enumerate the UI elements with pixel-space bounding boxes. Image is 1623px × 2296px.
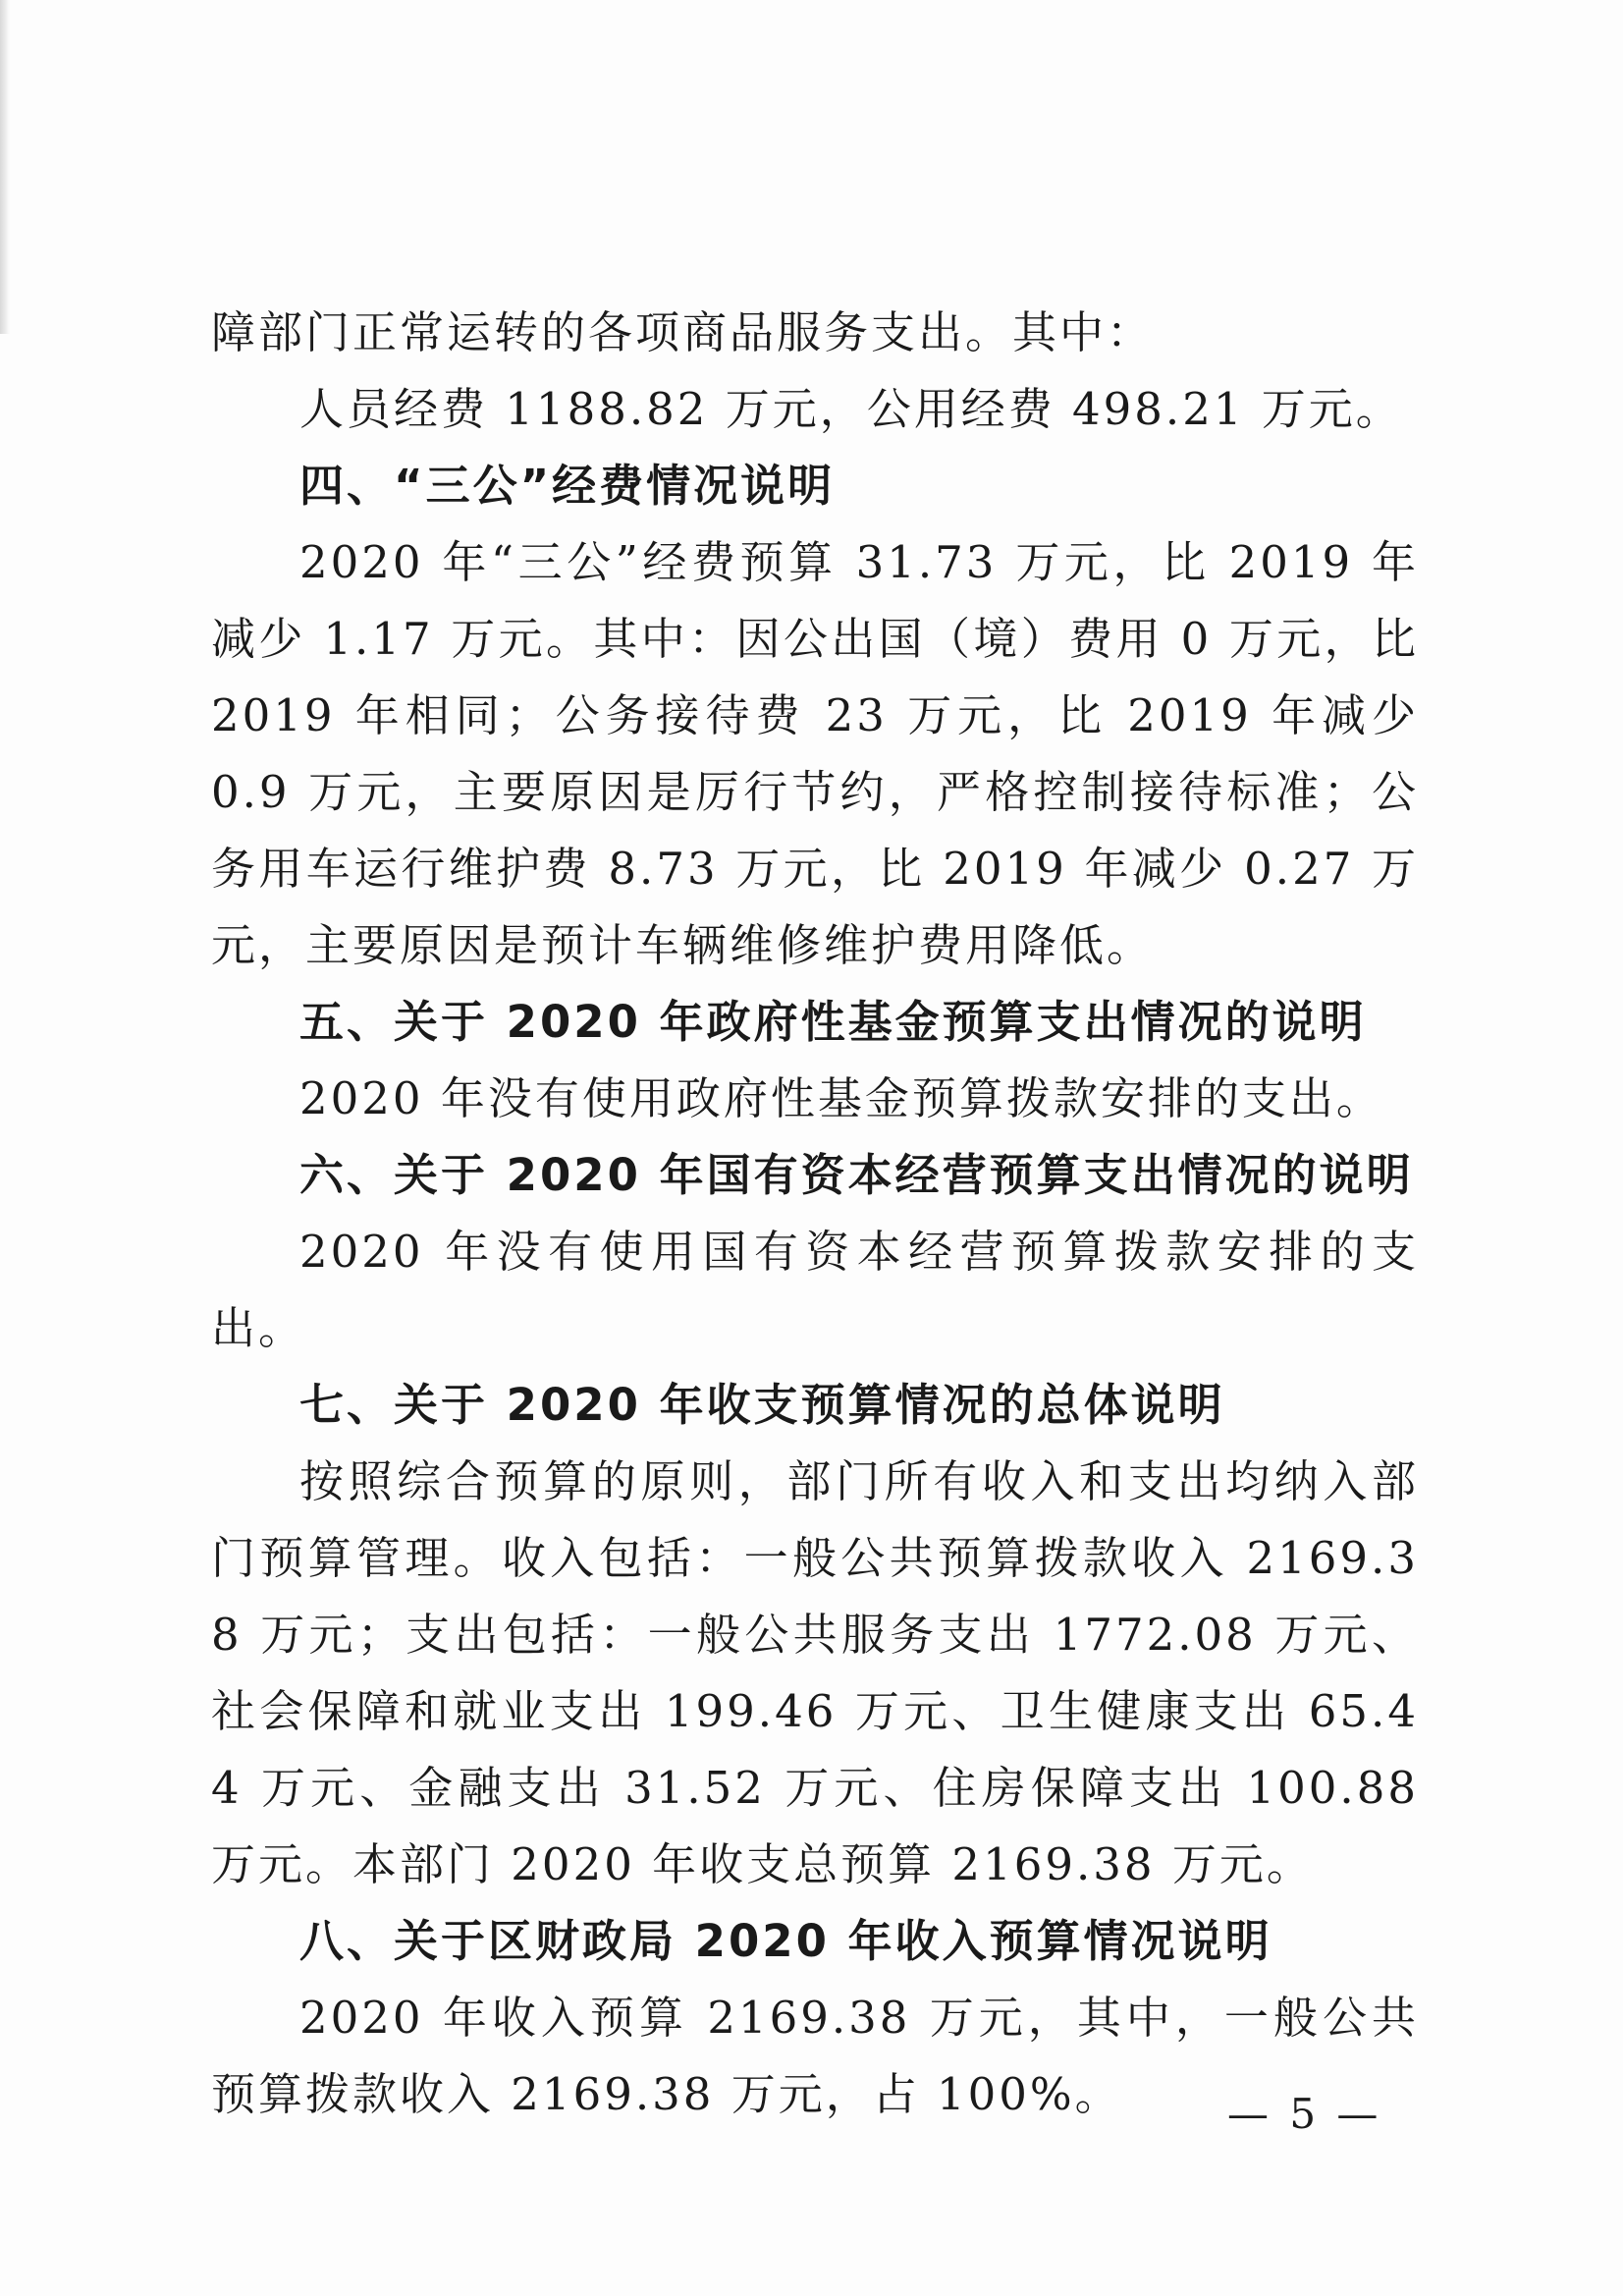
scan-edge-shadow (0, 0, 10, 334)
heading-section-7: 七、关于 2020 年收支预算情况的总体说明 (299, 1379, 1225, 1431)
page-number: — 5 — (1227, 2090, 1382, 2138)
paragraph-government-fund: 2020 年没有使用政府性基金预算拨款安排的支出。 (299, 1072, 1383, 1124)
paragraph-state-capital: 2020 年没有使用国有资本经营预算拨款安排的支出。 (211, 1226, 1419, 1354)
paragraph-overall-budget: 按照综合预算的原则，部门所有收入和支出均纳入部门预算管理。收入包括：一般公共预算拨款收入 2169.38 万元；支出包括：一般公共服务支出 1772.08 万元、社会保障和就业支出 199.46 万元、卫生健康支出 65.44 万元、金融支出 31.52 万元、住房保障支出 100.88 万元。本部门 2020 年收支总预算 2169.38 万元。 (211, 1455, 1419, 1890)
heading-section-8: 八、关于区财政局 2020 年收入预算情况说明 (299, 1915, 1272, 1967)
heading-section-5: 五、关于 2020 年政府性基金预算支出情况的说明 (299, 996, 1367, 1048)
paragraph-three-public-expenses: 2020 年“三公”经费预算 31.73 万元，比 2019 年减少 1.17 万元。其中：因公出国（境）费用 0 万元，比 2019 年相同；公务接待费 23 万元，比 2019 年减少 0.9 万元，主要原因是厉行节约，严格控制接待标准；公务用车运行维护费 8.73 万元，比 2019 年减少 0.27 万元，主要原因是预计车辆维修维护费用降低。 (211, 536, 1419, 971)
paragraph-income-budget: 2020 年收入预算 2169.38 万元，其中，一般公共预算拨款收入 2169.38 万元，占 100%。 (211, 1992, 1419, 2120)
document-body (211, 295, 1419, 2133)
heading-section-6: 六、关于 2020 年国有资本经营预算支出情况的说明 (299, 1149, 1414, 1201)
heading-section-4: 四、“三公”经费情况说明 (299, 460, 836, 512)
paragraph-continuation: 障部门正常运转的各项商品服务支出。其中： (211, 306, 1155, 358)
paragraph-staff-costs: 人员经费 1188.82 万元，公用经费 498.21 万元。 (299, 383, 1403, 435)
